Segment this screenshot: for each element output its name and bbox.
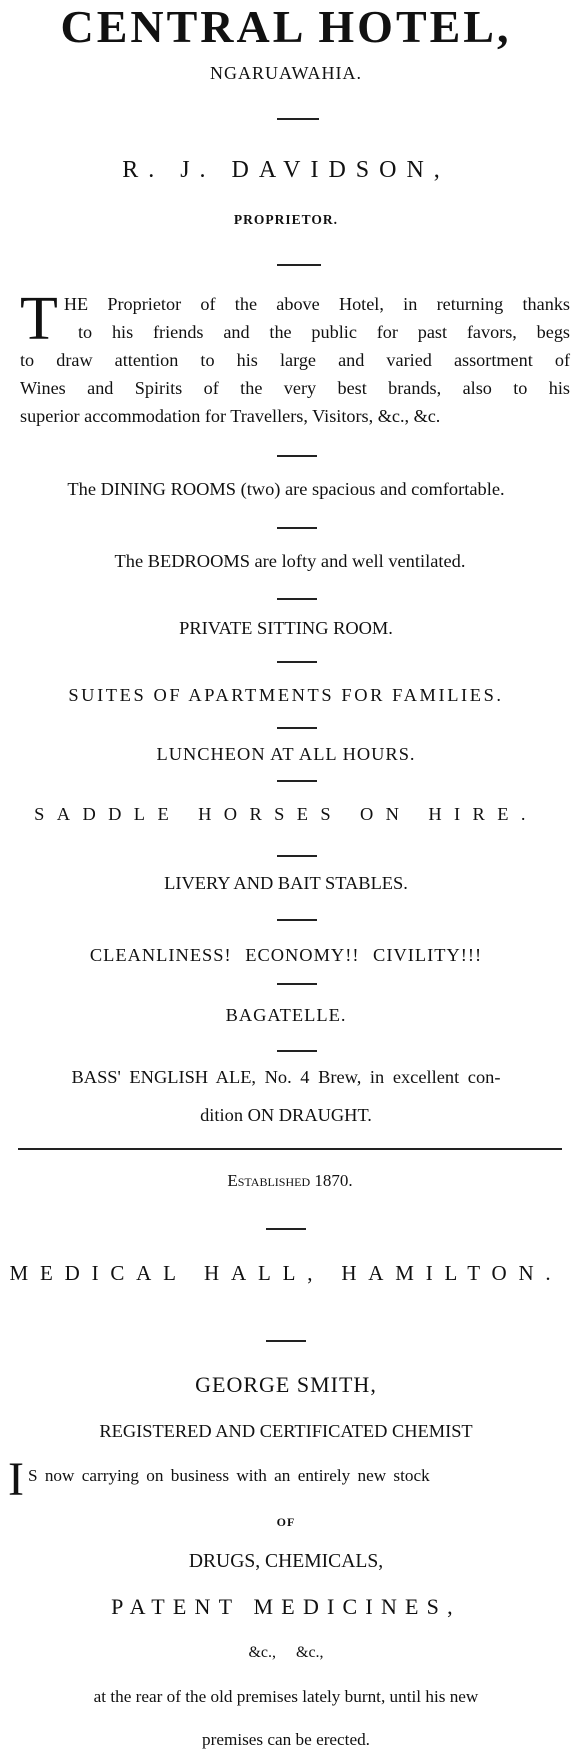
business-paragraph: [8, 1453, 564, 1506]
intro-line: superior accommodation for Travellers, Visitors, &c., &c.: [20, 406, 441, 426]
medical-hall-title: MEDICAL HALL, HAMILTON.: [9, 1261, 563, 1285]
established-year: Established 1870.: [227, 1171, 353, 1190]
bagatelle: BAGATELLE.: [225, 1005, 347, 1025]
of-label: OF: [276, 1515, 296, 1529]
dining-rooms: The DINING ROOMS (two) are spacious and comfortable.: [67, 479, 505, 499]
divider: [277, 264, 321, 266]
ale-line: dition ON DRAUGHT.: [200, 1105, 372, 1125]
chemist-name: GEORGE SMITH,: [195, 1372, 377, 1397]
chemist-title: REGISTERED AND CERTIFICATED CHEMIST: [99, 1421, 473, 1441]
patent-medicines: PATENT MEDICINES,: [111, 1594, 461, 1619]
divider: [277, 1050, 317, 1052]
suites-of-apartments: SUITES OF APARTMENTS FOR FAMILIES.: [68, 685, 504, 705]
intro-line: Wines and Spirits of the very best brands, also to his: [20, 378, 570, 398]
divider: [277, 455, 317, 457]
hotel-location: NGARUAWAHIA.: [209, 63, 363, 83]
hotel-title: CENTRAL HOTEL,: [60, 1, 512, 52]
advertisement-separator: [18, 1148, 562, 1150]
premises-line: premises can be erected.: [202, 1730, 370, 1749]
divider: [277, 919, 317, 921]
divider: [277, 727, 317, 729]
divider: [277, 855, 317, 857]
bedrooms: The BEDROOMS are lofty and well ventilated.: [114, 551, 466, 571]
hotel-intro-paragraph: [20, 285, 570, 430]
luncheon: LUNCHEON AT ALL HOURS.: [156, 744, 416, 764]
divider: [277, 527, 317, 529]
divider: [266, 1228, 306, 1230]
drop-cap: I: [8, 1453, 24, 1506]
divider: [266, 1340, 306, 1342]
motto: CLEANLINESS! ECONOMY!! CIVILITY!!!: [89, 945, 483, 965]
etc-line: &c., &c.,: [248, 1644, 324, 1661]
saddle-horses: SADDLE HORSES ON HIRE.: [34, 804, 538, 824]
intro-line: HE Proprietor of the above Hotel, in returning thanks: [63, 294, 570, 314]
divider: [277, 118, 319, 120]
divider: [277, 661, 317, 663]
proprietor-name: R. J. DAVIDSON,: [122, 157, 450, 183]
divider: [277, 780, 317, 782]
proprietor-label: PROPRIETOR.: [233, 212, 339, 227]
drop-cap: T: [20, 285, 58, 353]
intro-line: to his friends and the public for past favors, begs: [78, 322, 570, 342]
ale-line: BASS' ENGLISH ALE, No. 4 Brew, in excellent con-: [71, 1067, 501, 1087]
divider: [277, 983, 317, 985]
drugs-chemicals: DRUGS, CHEMICALS,: [188, 1551, 384, 1572]
intro-line: to draw attention to his large and varied assortment of: [20, 350, 570, 370]
rear-premises-line: at the rear of the old premises lately burnt, until his new: [93, 1687, 479, 1706]
livery-stables: LIVERY AND BAIT STABLES.: [164, 873, 408, 893]
business-line: S now carrying on business with an entirely new stock: [27, 1466, 430, 1485]
divider: [277, 598, 317, 600]
private-sitting-room: PRIVATE SITTING ROOM.: [179, 618, 393, 638]
